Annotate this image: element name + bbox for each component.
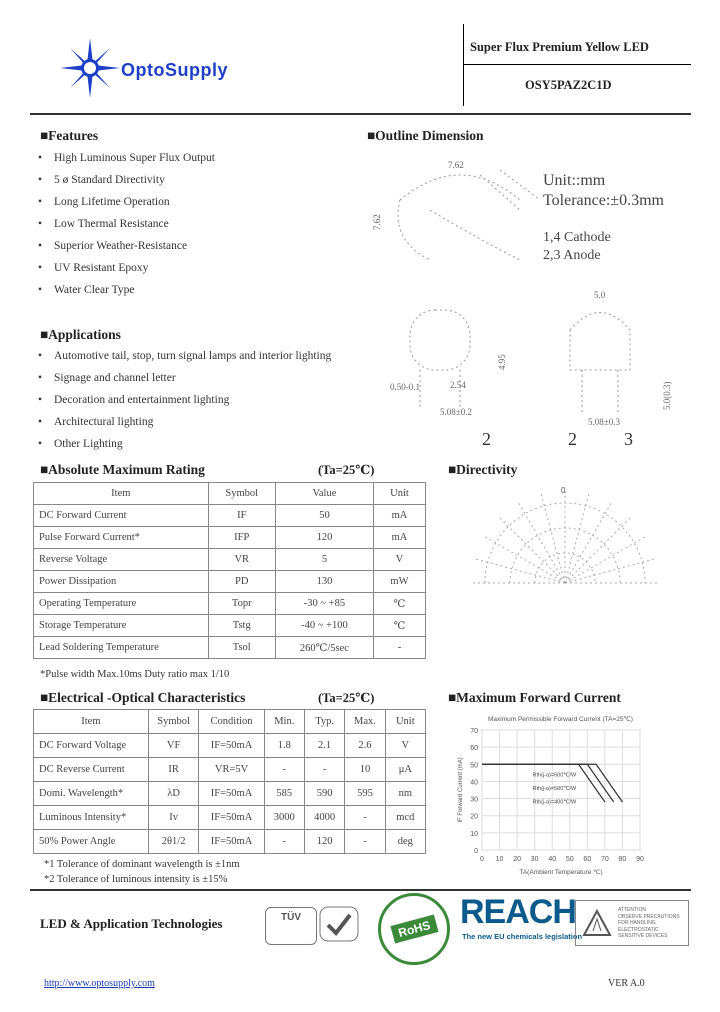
column-header: Unit (385, 710, 425, 734)
outline-heading: ■Outline Dimension (367, 128, 484, 143)
abs-max-row (34, 615, 426, 637)
dim-h1: 4.95 (497, 354, 507, 370)
table-cell: IF=50mA (199, 734, 264, 758)
brand-name: OptoSupply (121, 60, 228, 80)
table-cell: IR (148, 758, 199, 782)
bullet-icon: • (38, 394, 43, 406)
directivity-spoke (498, 516, 565, 583)
y-tick-label: 40 (470, 779, 478, 787)
tuv-badge (265, 907, 317, 945)
eo-heading: ■Electrical -Optical Characteristics (40, 690, 246, 705)
eo-row (34, 734, 426, 758)
table-cell: mW (373, 571, 425, 593)
features-heading: ■Features (40, 128, 99, 143)
eo-row (34, 830, 426, 854)
table-cell: 50 (275, 505, 373, 527)
feature-item-label: Low Thermal Resistance (54, 218, 169, 230)
bullet-icon: • (38, 240, 43, 252)
abs-max-note: *Pulse width Max.10ms Duty ratio max 1/10 (40, 669, 230, 680)
dim-side: 7.62 (372, 214, 382, 230)
feature-item-label: High Luminous Super Flux Output (54, 152, 216, 164)
table-cell: VR (208, 549, 275, 571)
abs-max-row (34, 571, 426, 593)
table-cell: λD (148, 782, 199, 806)
table-cell: IF (208, 505, 275, 527)
attention-line: ATTENTION (618, 907, 646, 913)
table-cell: PD (208, 571, 275, 593)
esd-badge (575, 900, 689, 946)
bullet-icon: • (38, 218, 43, 230)
eo-row (34, 806, 426, 830)
series-line (482, 764, 614, 802)
table-cell: mA (373, 505, 425, 527)
dim-lead: 0.50-0.1 (390, 382, 420, 392)
pin1-label: 1,4 Cathode (543, 230, 611, 245)
max-fwd-chart (450, 722, 660, 882)
y-tick-label: 70 (470, 728, 478, 735)
table-cell: Iv (148, 806, 199, 830)
top-rule (30, 113, 691, 115)
directivity-spoke (565, 491, 590, 583)
eo-note-1: *1 Tolerance of dominant wavelength is ±1nm (44, 859, 240, 870)
table-cell: 1.8 (264, 734, 304, 758)
tolerance-label: Tolerance:±0.3mm (543, 192, 664, 209)
directivity-spoke (565, 501, 613, 583)
table-cell: - (373, 637, 425, 659)
table-cell: mcd (385, 806, 425, 830)
table-cell: Operating Temperature (34, 593, 209, 615)
table-cell: Tsol (208, 637, 275, 659)
directivity-heading: ■Directivity (448, 462, 518, 477)
column-header: Symbol (208, 483, 275, 505)
table-cell: Topr (208, 593, 275, 615)
x-tick-label: 30 (530, 856, 539, 863)
abs-max-heading: ■Absolute Maximum Rating (40, 462, 205, 477)
x-tick-label: 60 (583, 856, 592, 863)
feature-item (38, 152, 358, 166)
application-item-label: Automotive tail, stop, turn signal lamps and interior lighting (54, 350, 332, 362)
feature-item (38, 262, 358, 276)
column-header: Condition (199, 710, 264, 734)
table-cell: -30 ~ +85 (275, 593, 373, 615)
table-cell: Pulse Forward Current* (34, 527, 209, 549)
directivity-chart (455, 483, 675, 593)
application-item-label: Other Lighting (54, 438, 123, 450)
y-tick-label: 30 (470, 796, 478, 804)
series-label: Rth(j-a)=600℃/W (532, 772, 577, 779)
directivity-spoke (565, 558, 657, 583)
table-cell: V (373, 549, 425, 571)
directivity-spoke (518, 501, 566, 583)
column-header: Symbol (148, 710, 199, 734)
table-cell: ℃ (373, 615, 425, 637)
feature-item (38, 218, 358, 232)
directivity-spoke (473, 558, 565, 583)
table-cell: V (385, 734, 425, 758)
header-divider (463, 64, 691, 65)
abs-max-row (34, 549, 426, 571)
table-cell: Domi. Wavelength* (34, 782, 149, 806)
table-cell: Storage Temperature (34, 615, 209, 637)
y-tick-label: 50 (470, 762, 478, 770)
check-badge (318, 905, 360, 943)
table-cell: 5 (275, 549, 373, 571)
company-name: LED & Application Technologies (40, 916, 223, 931)
abs-max-row (34, 637, 426, 659)
website-link[interactable]: http://www.optosupply.com (44, 978, 155, 989)
feature-item (38, 196, 358, 210)
bullet-icon: • (38, 372, 43, 384)
y-tick-label: 60 (470, 745, 478, 753)
application-item-label: Architectural lighting (54, 416, 154, 428)
pin-label-a: 2 (482, 429, 491, 449)
application-item (38, 350, 358, 364)
bullet-icon: • (38, 284, 43, 296)
series-label: Rth(j-a)=400℃/W (532, 799, 577, 806)
directivity-spoke (483, 536, 565, 584)
product-title: Super Flux Premium Yellow LED (470, 40, 649, 54)
table-cell: 10 (345, 758, 385, 782)
eo-note-2: *2 Tolerance of luminous intensity is ±15% (44, 874, 228, 885)
bullet-icon: • (38, 152, 43, 164)
table-cell: Tstg (208, 615, 275, 637)
table-cell: 2.6 (345, 734, 385, 758)
table-cell: DC Forward Current (34, 505, 209, 527)
table-cell: ℃ (373, 593, 425, 615)
dim-right-w: 5.0 (594, 290, 606, 300)
column-header: Item (34, 710, 149, 734)
series-line (482, 764, 605, 802)
table-cell: 3000 (264, 806, 304, 830)
table-cell: 4000 (304, 806, 344, 830)
esd-warning-icon (582, 909, 612, 937)
table-cell: Luminous Intensity* (34, 806, 149, 830)
table-cell: - (304, 758, 344, 782)
table-cell: IF=50mA (199, 782, 264, 806)
table-cell: - (345, 830, 385, 854)
table-cell: DC Reverse Current (34, 758, 149, 782)
column-header: Typ. (304, 710, 344, 734)
series-label: Rth(j-a)=500℃/W (532, 786, 577, 792)
column-header: Item (34, 483, 209, 505)
feature-item (38, 284, 358, 298)
applications-heading: ■Applications (40, 327, 121, 342)
feature-item-label: UV Resistant Epoxy (54, 262, 149, 274)
column-header: Unit (373, 483, 425, 505)
table-cell: 130 (275, 571, 373, 593)
part-number: OSY5PAZ2C1D (525, 78, 612, 92)
rohs-text: RoHS (390, 915, 438, 944)
application-item (38, 372, 358, 386)
table-cell: nm (385, 782, 425, 806)
feature-item (38, 174, 358, 188)
x-axis-label: TA(Ambient Temperature ℃) (519, 869, 603, 876)
rohs-badge (378, 893, 450, 965)
reach-subtitle: The new EU chemicals legislation (462, 932, 583, 941)
table-cell: -40 ~ +100 (275, 615, 373, 637)
table-cell: deg (385, 830, 425, 854)
table-cell: IF=50mA (199, 830, 264, 854)
application-item-label: Signage and channel letter (54, 372, 176, 384)
table-cell: 50% Power Angle (34, 830, 149, 854)
eo-row (34, 782, 426, 806)
dim-top: 7.62 (448, 160, 464, 170)
table-cell: Lead Soldering Temperature (34, 637, 209, 659)
table-cell: 590 (304, 782, 344, 806)
table-cell: DC Forward Voltage (34, 734, 149, 758)
pin23-label: 2,3 Anode (543, 248, 601, 263)
abs-max-row (34, 527, 426, 549)
column-header: Value (275, 483, 373, 505)
bullet-icon: • (38, 196, 43, 208)
dim-right-len: 5.0(0.3) (662, 381, 672, 410)
attention-line: ELECTROSTATIC (618, 926, 659, 933)
x-tick-label: 40 (548, 856, 557, 863)
header-box (463, 24, 692, 106)
application-item (38, 438, 358, 452)
abs-max-row (34, 593, 426, 615)
feature-item-label: 5 ø Standard Directivity (54, 174, 165, 186)
checkmark-icon (318, 905, 360, 943)
table-cell: 120 (304, 830, 344, 854)
table-cell: IFP (208, 527, 275, 549)
dim-lead-len: 5.08±0.2 (440, 407, 472, 417)
attention-line: OBSERVE PRECAUTIONS (618, 913, 680, 920)
feature-item (38, 240, 358, 254)
feature-item-label: Water Clear Type (54, 284, 135, 296)
table-cell: 2θ1/2 (148, 830, 199, 854)
x-tick-label: 50 (565, 856, 574, 863)
attention-text (618, 907, 680, 940)
abs-max-table (33, 482, 426, 659)
table-cell: - (264, 830, 304, 854)
table-cell: Reverse Voltage (34, 549, 209, 571)
table-cell: - (345, 806, 385, 830)
max-fwd-heading: ■Maximum Forward Current (448, 690, 621, 705)
attention-line: SENSITIVE DEVICES (618, 933, 668, 939)
directivity-spoke (540, 491, 565, 583)
reach-logo: REACH (460, 893, 576, 931)
table-cell: μA (385, 758, 425, 782)
table-cell: VF (148, 734, 199, 758)
column-header: Min. (264, 710, 304, 734)
y-tick-label: 10 (470, 830, 478, 838)
column-header: Max. (345, 710, 385, 734)
table-cell: VR=5V (199, 758, 264, 782)
tuv-text: TÜV (281, 912, 301, 923)
abs-max-condition: (Ta=25℃) (318, 463, 375, 477)
table-cell: 120 (275, 527, 373, 549)
table-cell: 2.1 (304, 734, 344, 758)
dim-spacing: 2.54 (450, 380, 466, 390)
table-cell: mA (373, 527, 425, 549)
table-cell: 585 (264, 782, 304, 806)
x-tick-label: 80 (618, 856, 627, 863)
feature-item-label: Long Lifetime Operation (54, 196, 170, 208)
bottom-rule (30, 889, 691, 891)
bullet-icon: • (38, 438, 43, 450)
bullet-icon: • (38, 174, 43, 186)
x-tick-label: 0 (480, 856, 484, 863)
version-label: VER A.0 (608, 978, 645, 989)
table-cell: - (264, 758, 304, 782)
unit-label: Unit::mm (543, 172, 606, 189)
table-cell: 595 (345, 782, 385, 806)
x-tick-label: 90 (636, 856, 644, 863)
x-tick-label: 10 (495, 856, 504, 863)
max-fwd-chart-title: Maximum Permissible Forward Current (TA=25℃) (488, 716, 633, 723)
abs-max-row (34, 505, 426, 527)
feature-item-label: Superior Weather-Resistance (54, 240, 188, 252)
directivity-spoke (565, 516, 632, 583)
y-tick-label: 20 (470, 813, 478, 821)
table-cell: Power Dissipation (34, 571, 209, 593)
pin-label-c: 3 (624, 429, 633, 449)
bullet-icon: • (38, 416, 43, 428)
eo-row (34, 758, 426, 782)
attention-line: FOR HANDLING (618, 920, 656, 926)
table-header-row (34, 710, 426, 734)
application-item (38, 416, 358, 430)
application-item (38, 394, 358, 408)
bullet-icon: • (38, 350, 43, 362)
y-tick-label: 0 (474, 848, 478, 855)
table-cell: IF=50mA (199, 806, 264, 830)
pin-label-b: 2 (568, 429, 577, 449)
table-cell: 260℃/5sec (275, 637, 373, 659)
y-axis-label: IF Forward Current (mA) (458, 757, 464, 823)
table-header-row (34, 483, 426, 505)
eo-condition: (Ta=25℃) (318, 691, 375, 705)
directivity-zero: 0 (561, 486, 566, 495)
dim-lead-len2: 5.08±0.3 (588, 417, 620, 427)
directivity-spoke (565, 536, 647, 584)
bullet-icon: • (38, 262, 43, 274)
x-tick-label: 70 (600, 856, 609, 863)
eo-table (33, 709, 426, 854)
x-tick-label: 20 (513, 856, 522, 863)
application-item-label: Decoration and entertainment lighting (54, 394, 230, 406)
